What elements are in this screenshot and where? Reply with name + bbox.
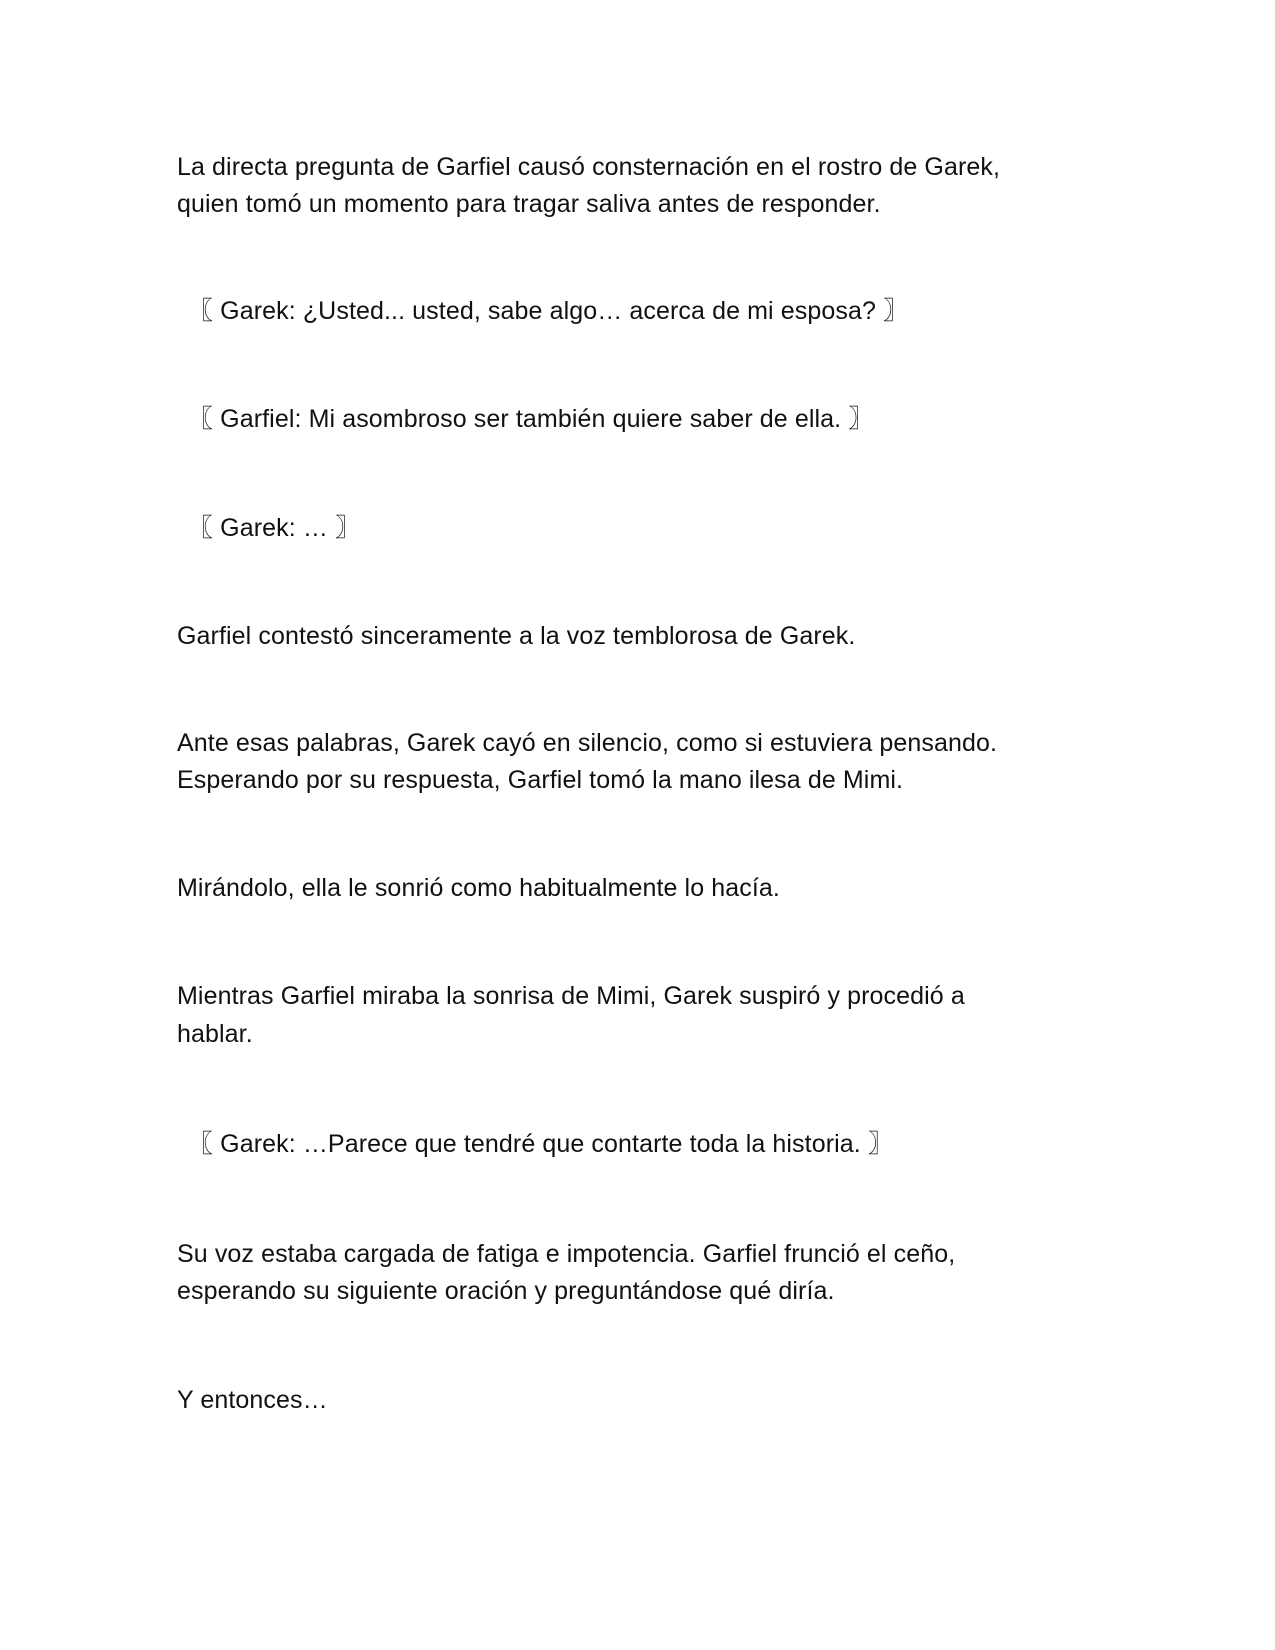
paragraph-6-line-2: Esperando por su respuesta, Garfiel tomó la mano ilesa de Mimi. — [177, 766, 904, 794]
paragraph-10-line-1: Su voz estaba cargada de fatiga e impotencia. Garfiel frunció el ceño, — [177, 1240, 956, 1268]
paragraph-6-line-1: Ante esas palabras, Garek cayó en silencio, como si estuviera pensando. — [177, 729, 998, 757]
paragraph-1-line-2: quien tomó un momento para tragar saliva antes de responder. — [177, 190, 881, 218]
dialogue-line-garek-1: 〖 Garek: ¿Usted... usted, sabe algo… acerca de mi esposa? 〗 — [188, 297, 909, 325]
paragraph-5-line-1: Garfiel contestó sinceramente a la voz temblorosa de Garek. — [177, 622, 856, 650]
paragraph-8-line-1: Mientras Garfiel miraba la sonrisa de Mimi, Garek suspiró y procedió a — [177, 982, 965, 1010]
dialogue-line-garek-2: 〖 Garek: … 〗 — [188, 514, 361, 542]
dialogue-line-garek-3: 〖 Garek: …Parece que tendré que contarte toda la historia. 〗 — [188, 1130, 893, 1158]
paragraph-7-line-1: Mirándolo, ella le sonrió como habitualmente lo hacía. — [177, 874, 780, 902]
paragraph-10-line-2: esperando su siguiente oración y preguntándose qué diría. — [177, 1277, 835, 1305]
paragraph-1-line-1: La directa pregunta de Garfiel causó consternación en el rostro de Garek, — [177, 153, 1001, 181]
paragraph-11-line-1: Y entonces… — [177, 1386, 328, 1414]
paragraph-8-line-2: hablar. — [177, 1020, 253, 1048]
dialogue-line-garfiel: 〖 Garfiel: Mi asombroso ser también quiere saber de ella. 〗 — [188, 405, 874, 433]
